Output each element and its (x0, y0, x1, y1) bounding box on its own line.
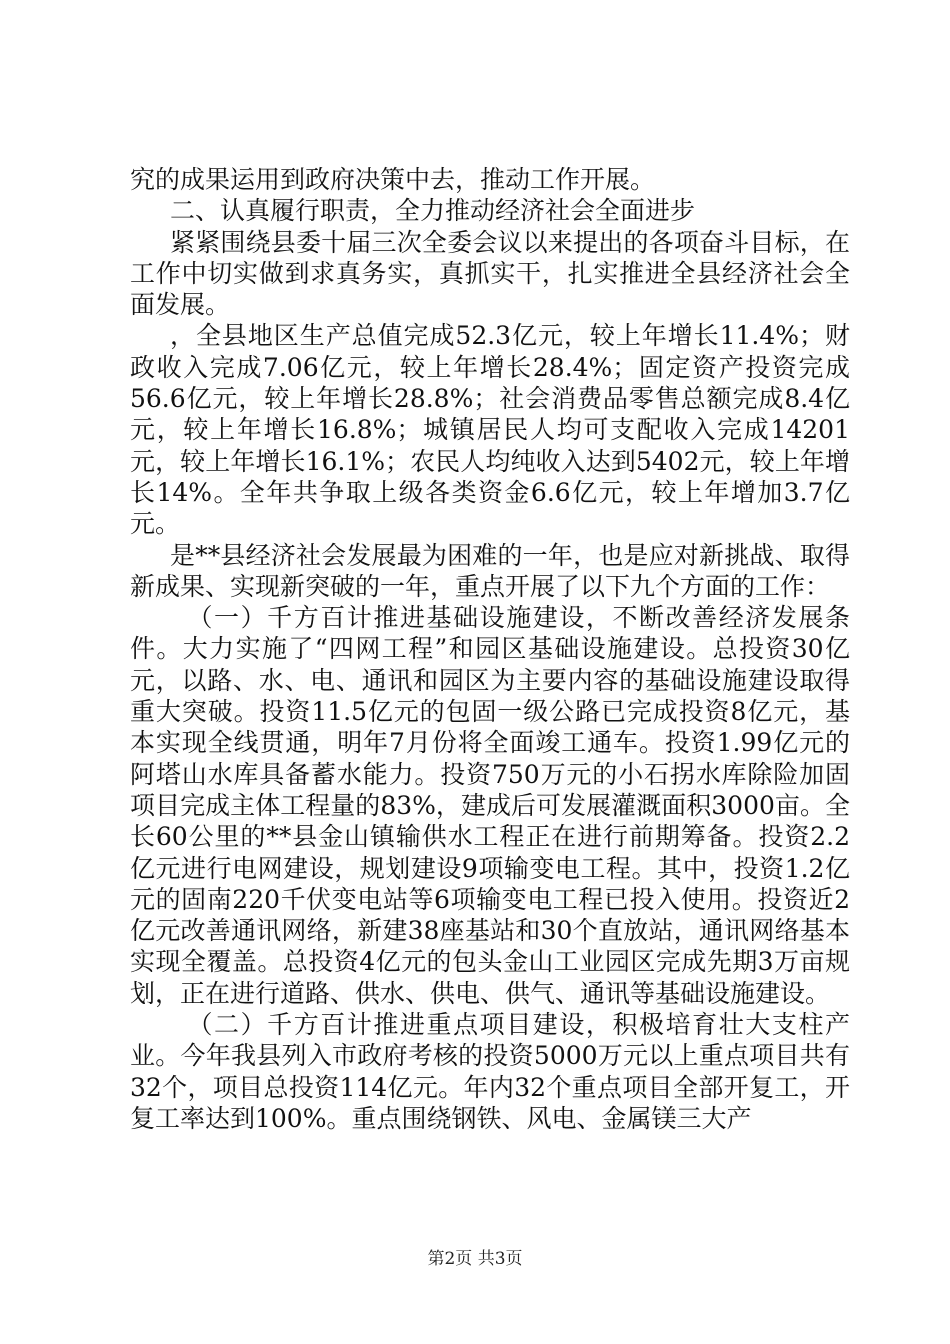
paragraph: （二）千方百计推进重点项目建设，积极培育壮大支柱产业。今年我县列入市政府考核的投资5000万元以上重点项目共有32个，项目总投资114亿元。年内32个重点项目全部开复工，开复工率达到100%。重点围绕钢铁、风电、金属镁三大产 (130, 1010, 850, 1133)
section-heading: 二、认真履行职责，全力推动经济社会全面进步 (170, 196, 696, 226)
paragraph: 紧紧围绕县委十届三次全委会议以来提出的各项奋斗目标，在工作中切实做到求真务实，真抓实干，扎实推进全县经济社会全面发展。 (130, 227, 850, 320)
paragraph: 是**县经济社会发展最为困难的一年，也是应对新挑战、取得新成果、实现新突破的一年，重点开展了以下九个方面的工作： (130, 540, 850, 601)
page-footer: 第2页 共3页 (427, 1249, 523, 1269)
paragraph: ，全县地区生产总值完成52.3亿元，较上年增长11.4%；财政收入完成7.06亿元，较上年增长28.4%；固定资产投资完成56.6亿元，较上年增长28.8%；社会消费品零售总额完成8.4亿元，较上年增长16.8%；城镇居民人均可支配收入完成14201元，较上年增长16.1%；农民人均纯收入达到5402元，较上年增长14%。全年共争取上级各类资金6.6亿元，较上年增加3.7亿元。 (130, 321, 850, 539)
body-text (130, 164, 850, 1134)
paragraph: （一）千方百计推进基础设施建设，不断改善经济发展条件。大力实施了“四网工程”和园区基础设施建设。总投资30亿元，以路、水、电、通讯和园区为主要内容的基础设施建设取得重大突破。投资11.5亿元的包固一级公路已完成投资8亿元，基本实现全线贯通，明年7月份将全面竣工通车。投资1.99亿元的阿塔山水库具备蓄水能力。投资750万元的小石拐水库除险加固项目完成主体工程量的83%，建成后可发展灌溉面积3000亩。全长60公里的**县金山镇输供水工程正在进行前期筹备。投资2.2亿元进行电网建设，规划建设9项输变电工程。其中，投资1.2亿元的固南220千伏变电站等6项输变电工程已投入使用。投资近2亿元改善通讯网络，新建38座基站和30个直放站，通讯网络基本实现全覆盖。总投资4亿元的包头金山工业园区完成先期3万亩规划，正在进行道路、供水、供电、供气、通讯等基础设施建设。 (130, 603, 850, 1008)
paragraph-continuation: 究的成果运用到政府决策中去，推动工作开展。 (130, 165, 656, 194)
